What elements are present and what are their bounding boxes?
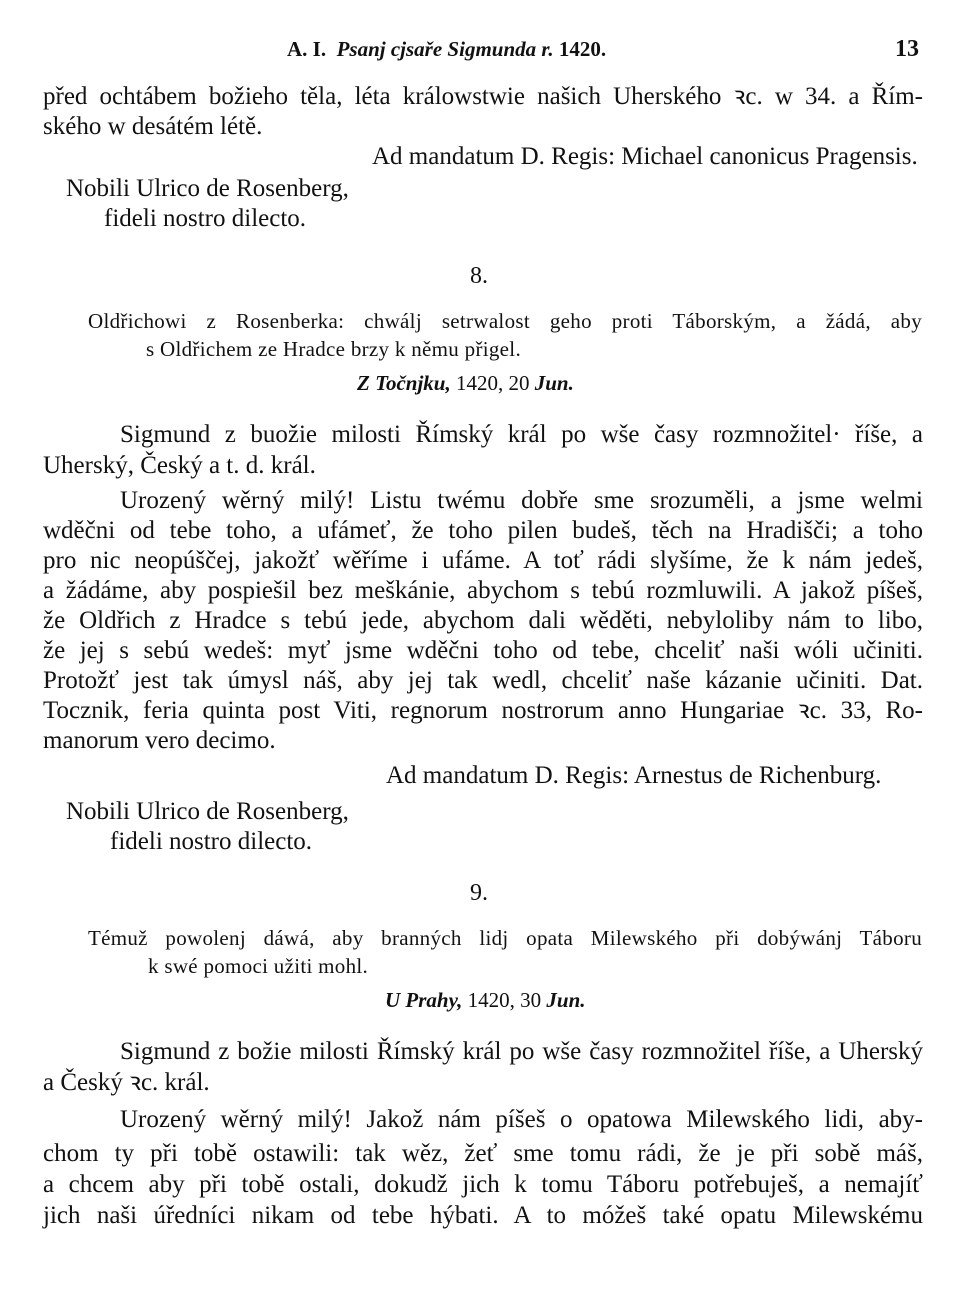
address-line: Nobili Ulrico de Rosenberg,: [66, 798, 349, 825]
regest-line: Témuž powolenj dáwá, aby branných lidj opata Milewského při dobýwánj Táboru: [88, 926, 922, 950]
address-line: fideli nostro dilecto.: [110, 828, 313, 855]
header-title: Psanj cjsaře Sigmunda: [336, 37, 537, 61]
regest-line: Oldřichowi z Rosenberka: chwálj setrwalost geho proti Táborským, a žádá, aby: [88, 309, 922, 333]
page-number: 13: [895, 36, 919, 62]
body-line: Protožť jest tak úmysl náš, aby jej tak wedl, chceliť naše kázanie učiniti. Dat.: [43, 667, 923, 694]
body-line: že Oldřich z Hradce s tebú jede, abychom dali wěděti, nebyloliby nám to libo,: [43, 607, 923, 634]
body-line: a žádáme, aby pospiešil bez meškánie, abychom s tebú rozmluwili. A jakož píšeš,: [43, 577, 923, 604]
intitulatio-line: a Český ꝛc. král.: [43, 1069, 210, 1096]
body-line: že jej s sebú wedeš: myť jsme wděčni toho od tebe, chceliť naši wóli učiniti.: [43, 637, 923, 664]
header-year: 1420.: [558, 37, 607, 61]
intitulatio-line: Sigmund z buožie milosti Římský král po wše časy rozmnožitel· říše, a: [120, 421, 923, 448]
text-line: před ochtábem božieho těla, léta králowstwie našich Uherského ꝛc. w 34. a Řím-: [43, 83, 923, 110]
dateline: [385, 988, 586, 1013]
document-number: 8.: [470, 263, 488, 289]
regest-line: k swé pomoci užiti mohl.: [148, 954, 369, 978]
body-line: jich naši úředníci nikam od tebe hýbati. A to móžeš také opatu Milewskému: [43, 1202, 923, 1229]
body-line: a chcem aby při tobě ostali, dokudž jich k tomu Táboru potřebuješ, a nemajíť: [43, 1171, 923, 1198]
body-line: Urozený wěrný milý! Jakož nám píšeš o opatowa Milewského lidi, aby-: [120, 1106, 923, 1133]
body-line: Tocznik, feria quinta post Viti, regnorum nostrorum anno Hungariae ꝛc. 33, Ro-: [43, 697, 923, 724]
body-line: wděčni od tebe toho, a ufámeť, že toho pilen budeš, těch na Hradišči; a toho: [43, 517, 923, 544]
header-year-prefix: r.: [541, 37, 554, 61]
document-number: 9.: [470, 880, 488, 906]
body-line: chom ty při tobě ostawili: tak wěz, žeť sme tomu rádi, že je při sobě máš,: [43, 1140, 923, 1167]
regest-line: s Oldřichem ze Hradce brzy k němu přigel.: [146, 337, 521, 361]
body-line: pro nic neopúščej, jakožť wěříme i ufáme. A toť rádi slyšíme, že k nám jedeš,: [43, 547, 923, 574]
dateline-date: 1420, 30: [467, 988, 542, 1012]
body-line: manorum vero decimo.: [43, 727, 276, 754]
address-line: Nobili Ulrico de Rosenberg,: [66, 175, 349, 202]
body-line: Urozený wěrný milý! Listu twému dobře sme srozuměli, a jsme welmi: [120, 487, 923, 514]
intitulatio-line: Sigmund z božie milosti Římský král po wše časy rozmnožitel říše, a Uherský: [120, 1038, 923, 1065]
running-header: [287, 37, 606, 62]
dateline-month: Jun.: [534, 371, 574, 395]
dateline-month: Jun.: [546, 988, 586, 1012]
mandate-line: Ad mandatum D. Regis: Michael canonicus Pragensis.: [372, 143, 918, 170]
text-line: ského w desátém létě.: [43, 113, 263, 140]
header-section: A. I.: [287, 37, 327, 61]
dateline-date: 1420, 20: [456, 371, 530, 395]
address-line: fideli nostro dilecto.: [104, 205, 307, 232]
dateline-place: Z Točnjku,: [357, 371, 451, 395]
dateline: [357, 371, 574, 396]
dateline-place: U Prahy,: [385, 988, 463, 1012]
mandate-line: Ad mandatum D. Regis: Arnestus de Richenburg.: [386, 762, 882, 789]
intitulatio-line: Uherský, Český a t. d. král.: [43, 452, 316, 479]
